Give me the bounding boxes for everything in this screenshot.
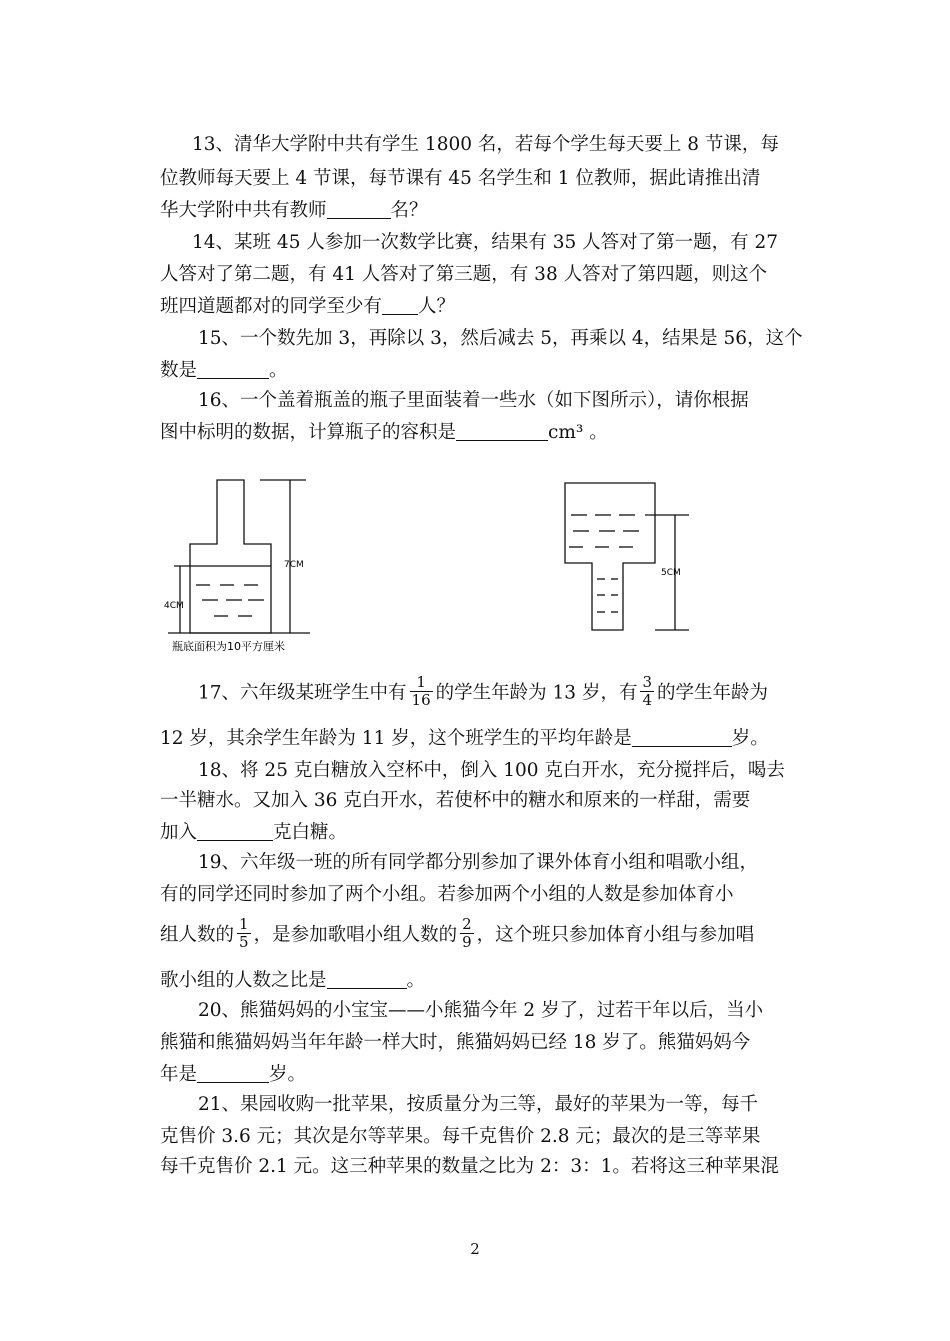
q18-line1: 18、将 25 克白糖放入空杯中，倒入 100 克白开水，充分搅拌后，喝去 xyxy=(198,760,785,781)
bottle-figure-inverted xyxy=(555,475,705,640)
q19-f2-denominator: 9 xyxy=(462,933,472,951)
q13-line2: 位教师每天要上 4 节课，每节课有 45 名学生和 1 位教师，据此请推出清 xyxy=(160,168,761,189)
q15-text: 数是 xyxy=(160,360,198,381)
q14-line2: 人答对了第二题，有 41 人答对了第三题，有 38 人答对了第四题，则这个 xyxy=(160,264,768,285)
q15-suffix: 。 xyxy=(269,360,288,381)
q19-text: 歌小组的人数之比是 xyxy=(160,970,327,991)
q14-line3 xyxy=(160,294,455,320)
q14-suffix: 人？ xyxy=(418,296,456,317)
q21-line2: 克售价 3.6 元；其次是尔等苹果。每千克售价 2.8 元；最次的是三等苹果 xyxy=(160,1126,761,1147)
q20-suffix: 岁。 xyxy=(269,1064,307,1085)
q21-line3: 每千克售价 2.1 元。这三种苹果的数量之比为 2：3：1。若将这三种苹果混 xyxy=(160,1156,779,1177)
q19-line1: 19、六年级一班的所有同学都分别参加了课外体育小组和唱歌小组， xyxy=(198,852,759,873)
bottle-base-caption: 瓶底面积为10平方厘米 xyxy=(172,640,285,653)
label-4cm: 4CM xyxy=(164,601,184,611)
q17-f2-numerator: 3 xyxy=(642,673,652,691)
q20-answer-blank[interactable] xyxy=(197,1064,269,1083)
fraction-2-9 xyxy=(460,916,474,951)
q18-line3 xyxy=(160,820,347,846)
q14-answer-blank[interactable] xyxy=(382,296,418,315)
q17-f1-numerator: 1 xyxy=(416,673,426,691)
q13-answer-blank[interactable] xyxy=(327,200,391,219)
q19-f1-denominator: 5 xyxy=(239,933,249,951)
bottle2-outline xyxy=(565,483,655,630)
q17-line2 xyxy=(160,726,769,752)
q17-f1-denominator: 16 xyxy=(411,691,431,709)
q19-line3 xyxy=(160,915,755,953)
q17-suffix: 岁。 xyxy=(731,728,769,749)
q16-line1: 16、一个盖着瓶盖的瓶子里面装着一些水（如下图所示），请你根据 xyxy=(198,390,749,411)
bottle1-outline xyxy=(190,480,271,633)
q18-answer-blank[interactable] xyxy=(197,822,273,841)
q19-text-c: ，这个班只参加体育小组与参加唱 xyxy=(476,924,755,946)
q20-line3 xyxy=(160,1062,306,1088)
q13-line3 xyxy=(160,198,428,224)
q17-text-a: 17、六年级某班学生中有 xyxy=(198,682,407,704)
q19-f1-numerator: 1 xyxy=(239,915,249,933)
fraction-3-4 xyxy=(640,674,654,709)
page-number: 2 xyxy=(470,1240,480,1258)
q18-line2: 一半糖水。又加入 36 克白开水，若使杯中的糖水和原来的一样甜，需要 xyxy=(160,790,751,811)
q17-text-b: 的学生年龄为 13 岁，有 xyxy=(435,682,638,704)
q18-text: 加入 xyxy=(160,822,198,843)
q14-text: 班四道题都对的同学至少有 xyxy=(160,296,383,317)
q20-text: 年是 xyxy=(160,1064,198,1085)
q16-text: 图中标明的数据，计算瓶子的容积是 xyxy=(160,422,457,443)
q18-suffix: 克白糖。 xyxy=(273,822,348,843)
label-7cm: 7CM xyxy=(284,560,304,570)
q17-f2-denominator: 4 xyxy=(642,691,652,709)
q17-text: 12 岁，其余学生年龄为 11 岁，这个班学生的平均年龄是 xyxy=(160,728,632,749)
q17-text-c: 的学生年龄为 xyxy=(657,682,769,704)
q21-line1: 21、果园收购一批苹果，按质量分为三等，最好的苹果为一等，每千 xyxy=(198,1094,759,1115)
q19-suffix: 。 xyxy=(406,970,426,991)
q15-line1: 15、一个数先加 3，再除以 3，然后减去 5，再乘以 4，结果是 56，这个 xyxy=(198,328,803,349)
q16-line2 xyxy=(160,420,608,446)
q20-line2: 熊猫和熊猫妈妈当年年龄一样大时，熊猫妈妈已经 18 岁了。熊猫妈妈今 xyxy=(160,1032,751,1053)
q15-line2 xyxy=(160,358,288,384)
q17-answer-blank[interactable] xyxy=(632,728,732,747)
q13-text: 华大学附中共有教师 xyxy=(160,200,327,221)
q13-suffix: 名？ xyxy=(390,200,428,221)
q19-line2: 有的同学还同时参加了两个小组。若参加两个小组的人数是参加体育小 xyxy=(160,884,734,905)
q15-answer-blank[interactable] xyxy=(197,360,269,379)
q19-text-b: ，是参加歌唱小组人数的 xyxy=(253,924,458,946)
q19-f2-numerator: 2 xyxy=(462,915,472,933)
q19-line4 xyxy=(160,968,425,994)
q20-line1: 20、熊猫妈妈的小宝宝——小熊猫今年 2 岁了，过若干年以后，当小 xyxy=(198,1000,764,1021)
q13-line1: 13、清华大学附中共有学生 1800 名，若每个学生每天要上 8 节课，每 xyxy=(192,134,779,155)
q14-line1: 14、某班 45 人参加一次数学比赛，结果有 35 人答对了第一题，有 27 xyxy=(192,232,779,253)
q17-line1 xyxy=(198,673,769,711)
fraction-1-5 xyxy=(237,916,251,951)
q16-answer-blank[interactable] xyxy=(456,422,548,441)
q19-answer-blank[interactable] xyxy=(327,970,407,989)
q16-unit: cm³ 。 xyxy=(548,422,608,443)
label-5cm: 5CM xyxy=(661,568,681,578)
q19-text-a: 组人数的 xyxy=(160,924,235,946)
fraction-1-16 xyxy=(410,674,433,709)
bottle-figure-upright xyxy=(160,470,330,660)
